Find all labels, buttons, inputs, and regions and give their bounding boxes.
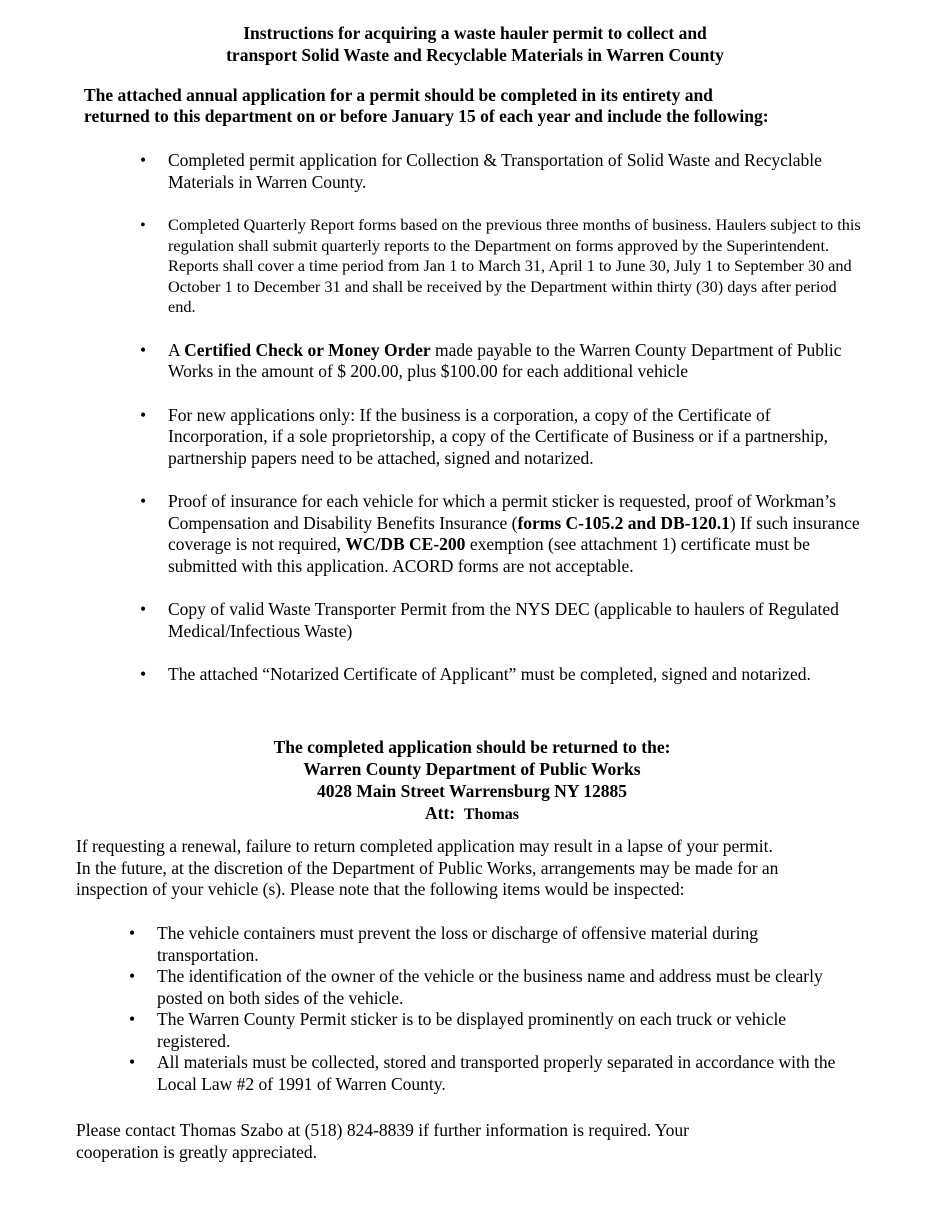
attention-name: Thomas xyxy=(463,806,519,823)
bullet-icon: • xyxy=(140,599,147,619)
renewal-line-2: In the future, at the discretion of the Department of Public Works, arrangements may be made for an xyxy=(76,857,779,878)
attention-label: Att: xyxy=(425,803,456,823)
inspection-item-materials xyxy=(0,1052,857,1095)
inspection-item-containers xyxy=(0,923,857,966)
bullet-icon: • xyxy=(140,215,146,234)
bullet-icon: • xyxy=(140,664,147,684)
intro-line-1: The attached annual application for a permit should be completed in its entirety and xyxy=(84,85,713,105)
contact-line-2: cooperation is greatly appreciated. xyxy=(76,1141,318,1162)
insurance-exemption-form: WC/DB CE-200 xyxy=(345,534,466,554)
bullet-icon: • xyxy=(129,1009,136,1029)
intro-line-2: returned to this department on or before January 15 of each year and include the following: xyxy=(84,106,769,126)
inspection-item-identification xyxy=(0,966,857,1009)
intro-paragraph xyxy=(84,85,884,127)
inspection-list xyxy=(0,923,857,1095)
bullet-icon: • xyxy=(129,923,136,943)
requirement-text: Completed permit application for Collection & Transportation of Solid Waste and Recyclable Materials in Warren County. xyxy=(168,150,822,192)
requirement-new-applications xyxy=(0,405,868,470)
requirement-quarterly-report xyxy=(0,215,868,318)
document-title xyxy=(0,22,950,66)
renewal-line-3: inspection of your vehicle (s). Please note that the following items would be inspected: xyxy=(76,879,685,899)
bullet-icon: • xyxy=(140,404,147,425)
bullet-icon: • xyxy=(140,491,147,511)
return-instruction: The completed application should be returned to the: xyxy=(273,737,671,757)
contact-line-1: Please contact Thomas Szabo at (518) 824-8839 if further information is required. Your xyxy=(76,1120,690,1140)
requirement-text: Copy of valid Waste Transporter Permit from the NYS DEC (applicable to haulers of Regulated Medical/Infectious Waste) xyxy=(168,599,839,641)
renewal-line-1: If requesting a renewal, failure to return completed application may result in a lapse of your permit. xyxy=(76,836,773,856)
payment-prefix: A xyxy=(168,339,185,360)
payment-suffix: made payable to the Warren County Department of Public Works in the amount of $ 200.00, plus $100.00 for each additional vehicle xyxy=(168,339,842,381)
requirements-list xyxy=(0,150,888,708)
requirement-insurance xyxy=(0,491,868,577)
requirement-text: Completed Quarterly Report forms based on the previous three months of business. Haulers subject to this regulation shall submit quarterly reports to the Department on forms approved by the Superintendent. Reports shall cover a time period from Jan 1 to March 31, April 1 to June 30, July 1 to September 30 and October 1 to December 31 and shall be received by the Department within thirty (30) days after period end. xyxy=(168,215,861,316)
renewal-paragraph xyxy=(76,836,876,901)
insurance-text-2: ) If such insurance coverage is not required, xyxy=(168,512,860,554)
inspection-text: The identification of the owner of the vehicle or the business name and address must be clearly posted on both sides of the vehicle. xyxy=(157,966,823,1008)
street-address: 4028 Main Street Warrensburg NY 12885 xyxy=(317,781,627,801)
bullet-icon: • xyxy=(129,966,136,986)
requirement-payment xyxy=(0,340,868,383)
contact-paragraph xyxy=(76,1120,776,1163)
insurance-text-1: Proof of insurance for each vehicle for which a permit sticker is requested, proof of Workman’s Compensation and Disability Benefits Insurance ( xyxy=(168,491,836,533)
bullet-icon: • xyxy=(140,339,147,360)
title-line-2: transport Solid Waste and Recyclable Materials in Warren County xyxy=(226,45,724,65)
insurance-forms: forms C-105.2 and DB-120.1 xyxy=(517,512,730,533)
attention-line xyxy=(0,802,944,826)
requirement-transporter-permit xyxy=(0,599,868,642)
bullet-icon: • xyxy=(129,1052,136,1072)
inspection-text: All materials must be collected, stored and transported properly separated in accordance with the Local Law #2 of 1991 of Warren County. xyxy=(157,1052,836,1094)
requirement-notarized-certificate xyxy=(0,664,888,686)
inspection-item-sticker xyxy=(0,1009,857,1052)
return-address-block xyxy=(0,736,944,826)
insurance-text-3: exemption (see attachment 1) certificate must be submitted with this application. ACORD forms are not acceptable. xyxy=(168,534,810,576)
requirement-text: For new applications only: If the business is a corporation, a copy of the Certificate of Incorporation, if a sole proprietorship, a copy of the Certificate of Business or if a partnership, partnership papers need to be attached, signed and notarized. xyxy=(168,404,828,468)
requirement-text: The attached “Notarized Certificate of Applicant” must be completed, signed and notarized. xyxy=(168,664,811,684)
inspection-text: The Warren County Permit sticker is to be displayed prominently on each truck or vehicle registered. xyxy=(157,1009,787,1051)
department-name: Warren County Department of Public Works xyxy=(303,759,641,779)
inspection-text: The vehicle containers must prevent the loss or discharge of offensive material during transportation. xyxy=(157,923,758,965)
payment-method: Certified Check or Money Order xyxy=(184,339,431,360)
bullet-icon: • xyxy=(140,150,147,170)
title-line-1: Instructions for acquiring a waste hauler permit to collect and xyxy=(243,23,707,43)
requirement-permit-application xyxy=(0,150,868,193)
